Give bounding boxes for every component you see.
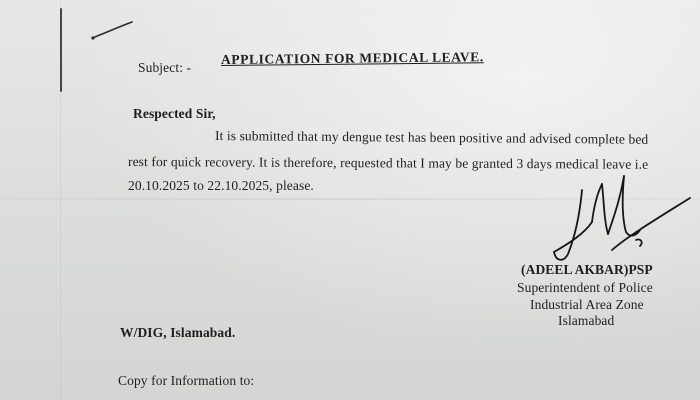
handwritten-signature xyxy=(548,162,698,267)
subject-title: APPLICATION FOR MEDICAL LEAVE. xyxy=(220,49,484,67)
subject-label: Subject: - xyxy=(138,60,192,75)
signatory-city: Islamabad xyxy=(558,313,615,328)
pen-stroke-mark xyxy=(88,18,138,44)
margin-pen-line xyxy=(60,8,62,92)
body-line: 20.10.2025 to 22.10.2025, please. xyxy=(128,178,314,193)
signatory-zone: Industrial Area Zone xyxy=(530,297,644,312)
signatory-name: (ADEEL AKBAR)PSP xyxy=(521,262,653,277)
body-line: It is submitted that my dengue test has been positive and advised complete bed xyxy=(214,128,649,147)
body-line: rest for quick recovery. It is therefore, requested that I may be granted 3 days medical leave i.e xyxy=(127,154,649,172)
signatory-designation: Superintendent of Police xyxy=(517,280,653,295)
salutation: Respected Sir, xyxy=(133,106,216,121)
copy-for-information: Copy for Information to: xyxy=(118,373,255,388)
addressee: W/DIG, Islamabad. xyxy=(120,325,236,340)
